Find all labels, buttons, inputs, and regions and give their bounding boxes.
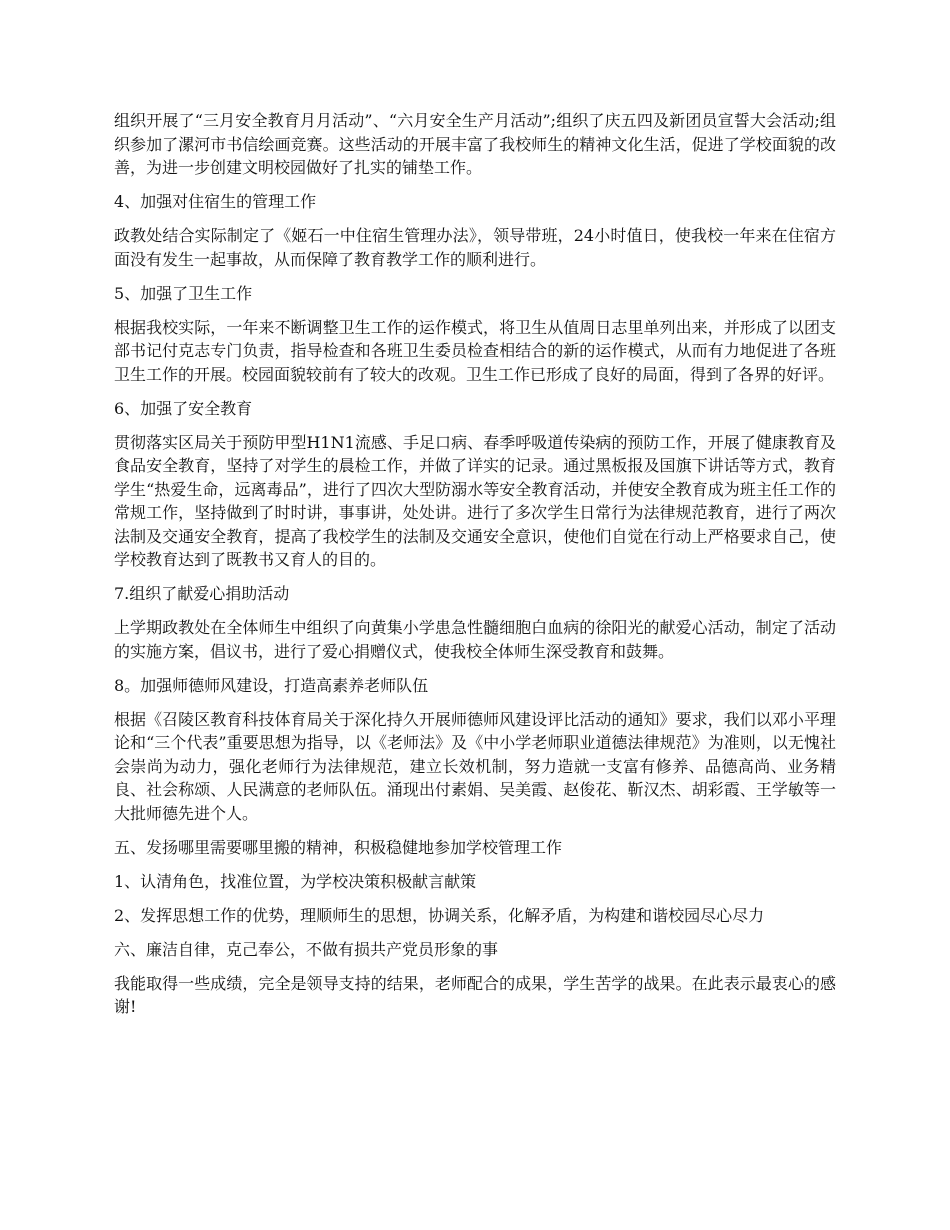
- paragraph-thanks: 我能取得一些成绩，完全是领导支持的结果，老师配合的成果，学生苦学的战果。在此表示最衷心的感谢!: [114, 973, 836, 1016]
- paragraph-safety-education: 贯彻落实区局关于预防甲型H1N1流感、手足口病、春季呼吸道传染病的预防工作，开展了健康教育及食品安全教育，坚持了对学生的晨检工作，并做了详实的记录。通过黑板报及国旗下讲话等方式，教育学生“热爱生命，远离毒品”，进行了四次大型防溺水等安全教育活动，并使安全教育成为班主任工作的常规工作，坚持做到了时时讲，事事讲，处处讲。进行了多次学生日常行为法律规范教育，进行了两次法制及交通安全教育，提高了我校学生的法制及交通安全意识，使他们自觉在行动上严格要求自己，使学校教育达到了既教书又育人的目的。: [114, 432, 836, 569]
- heading-section-five: 五、发扬哪里需要哪里搬的精神，积极稳健地参加学校管理工作: [114, 837, 563, 857]
- heading-safety-education: 6、加强了安全教育: [114, 398, 253, 418]
- heading-teacher-ethics: 8。加强师德师风建设，打造高素养老师队伍: [114, 675, 429, 695]
- document-page: [114, 109, 836, 1029]
- paragraph-charity: 上学期政教处在全体师生中组织了向黄集小学患急性髓细胞白血病的徐阳光的献爱心活动，制定了活动的实施方案，倡议书，进行了爱心捐赠仪式，使我校全体师生深受教育和鼓舞。: [114, 618, 836, 661]
- paragraph-hygiene: 根据我校实际，一年来不断调整卫生工作的运作模式，将卫生从值周日志里单列出来，并形成了以团支部书记付克志专门负责，指导检查和各班卫生委员检查相结合的新的运作模式，从而有力地促进了各班卫生工作的开展。校园面貌较前有了较大的改观。卫生工作已形成了良好的局面，得到了各界的好评。: [114, 317, 836, 384]
- paragraph-teacher-ethics: 根据《召陵区教育科技体育局关于深化持久开展师德师风建设评比活动的通知》要求，我们以邓小平理论和“三个代表”重要思想为指导，以《老师法》及《中小学老师职业道德法律规范》为准则，以无愧社会崇尚为动力，强化老师行为法律规范，建立长效机制，努力造就一支富有修养、品德高尚、业务精良、社会称颂、人民满意的老师队伍。涌现出付素娟、吴美霞、赵俊花、靳汉杰、胡彩霞、王学敏等一大批师德先进个人。: [114, 709, 836, 823]
- heading-charity: 7.组织了献爱心捐助活动: [114, 584, 290, 603]
- heading-section-six: 六、廉洁自律，克己奉公，不做有损共产党员形象的事: [114, 939, 499, 959]
- heading-hygiene: 5、加强了卫生工作: [114, 283, 253, 303]
- item-role-positioning: 1、认清角色，找准位置，为学校决策积极献言献策: [114, 871, 477, 891]
- paragraph-activities: 组织开展了“三月安全教育月月活动”、“六月安全生产月活动”;组织了庆五四及新团员宣誓大会活动;组织参加了漯河市书信绘画竞赛。这些活动的开展丰富了我校师生的精神文化生活，促进了学校面貌的改善，为进一步创建文明校园做好了扎实的铺垫工作。: [114, 111, 836, 177]
- item-ideological-work: 2、发挥思想工作的优势，理顺师生的思想，协调关系，化解矛盾，为构建和谐校园尽心尽力: [114, 905, 765, 925]
- paragraph-boarding-management: 政教处结合实际制定了《姬石一中住宿生管理办法》，领导带班，24小时值日，使我校一年来在住宿方面没有发生一起事故，从而保障了教育教学工作的顺利进行。: [114, 226, 836, 269]
- heading-boarding-management: 4、加强对住宿生的管理工作: [114, 192, 317, 211]
